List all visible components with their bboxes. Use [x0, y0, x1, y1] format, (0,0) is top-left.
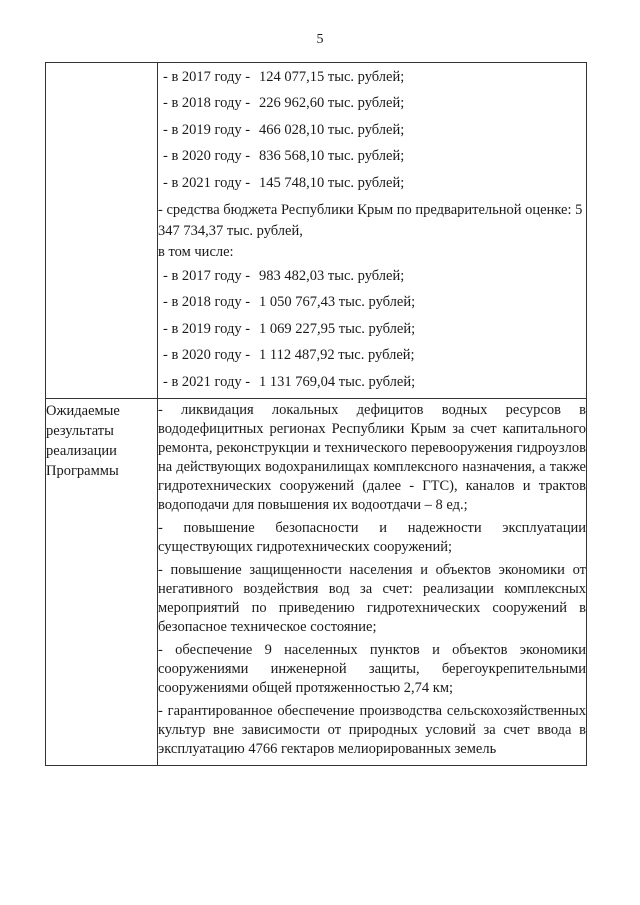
republic-budget-years: [158, 64, 586, 196]
results-label: Ожидаемые результаты реализации Программы: [46, 398, 158, 765]
year-amount: 466 028,10 тыс. рублей;: [259, 121, 405, 138]
result-item: - обеспечение 9 населенных пунктов и объектов экономики сооружениями инженерной защиты, берегоукрепительными сооружениями общей протяженностью 2,74 км;: [158, 641, 586, 696]
year-amount: 124 077,15 тыс. рублей;: [259, 69, 405, 85]
results-content-cell: [158, 398, 587, 765]
year-amount: 145 748,10 тыс. рублей;: [259, 174, 405, 191]
year-label: - в 2019 году -: [163, 320, 251, 337]
year-amount: 1 069 227,95 тыс. рублей;: [259, 320, 416, 337]
year-row: [158, 90, 586, 116]
year-label: - в 2017 году -: [163, 267, 251, 284]
year-label: - в 2018 году -: [163, 95, 251, 112]
year-label: - в 2020 году -: [163, 148, 251, 165]
result-item: - повышение защищенности населения и объектов экономики от негативного воздействия вод за счет: реализации комплексных мероприятий по приведению гидротехнических сооружений в безопасное техническое состояние;: [158, 561, 586, 635]
crimea-budget-text: - средства бюджета Республики Крым по предварительной оценке: 5 347 734,37 тыс. рублей,: [158, 201, 583, 239]
year-label: - в 2018 году -: [163, 294, 251, 311]
year-amount: 983 482,03 тыс. рублей;: [259, 267, 405, 284]
year-amount: 1 050 767,43 тыс. рублей;: [259, 294, 416, 311]
funding-row-content-cell: [158, 63, 587, 399]
year-amount: 836 568,10 тыс. рублей;: [259, 148, 405, 165]
result-item: - ликвидация локальных дефицитов водных ресурсов в вододефицитных регионах Республики Крым за счет капитального ремонта, реконструкции и технического перевооружения гидроузлов на действующих водохранилищах комплексного назначения, а также гидротехнических сооружений (далее - ГТС), каналов и трактов водоподачи для повышения их водоотдачи – 8 ед.;: [158, 401, 586, 513]
year-amount: 226 962,60 тыс. рублей;: [259, 95, 405, 112]
page-number: 5: [316, 32, 324, 47]
year-label: - в 2021 году -: [163, 373, 251, 390]
year-label: - в 2020 году -: [163, 347, 251, 364]
including-label: в том числе:: [158, 243, 234, 260]
crimea-budget-years: [158, 263, 586, 395]
year-row: [158, 263, 586, 289]
year-row: [158, 342, 586, 368]
year-row: [158, 143, 586, 169]
year-amount: 1 112 487,92 тыс. рублей;: [259, 347, 415, 364]
year-row: [158, 316, 586, 342]
funding-row: [46, 63, 587, 399]
result-item: - гарантированное обеспечение производства сельскохозяйственных культур вне зависимости от природных условий за счет ввода в эксплуатацию 4766 гектаров мелиорированных земель: [158, 702, 586, 757]
year-row: [158, 170, 586, 196]
funding-row-label-cell: [46, 63, 158, 399]
year-row: [158, 64, 586, 90]
result-item: - повышение безопасности и надежности эксплуатации существующих гидротехнических сооружений;: [158, 519, 586, 555]
year-label: - в 2021 году -: [163, 174, 251, 191]
year-row: [158, 117, 586, 143]
program-passport-table: [45, 62, 587, 766]
results-row: [46, 398, 587, 765]
year-row: [158, 289, 586, 315]
year-row: [158, 369, 586, 395]
year-amount: 1 131 769,04 тыс. рублей;: [259, 373, 416, 390]
year-label: - в 2017 году -: [163, 69, 251, 85]
year-label: - в 2019 году -: [163, 121, 251, 138]
